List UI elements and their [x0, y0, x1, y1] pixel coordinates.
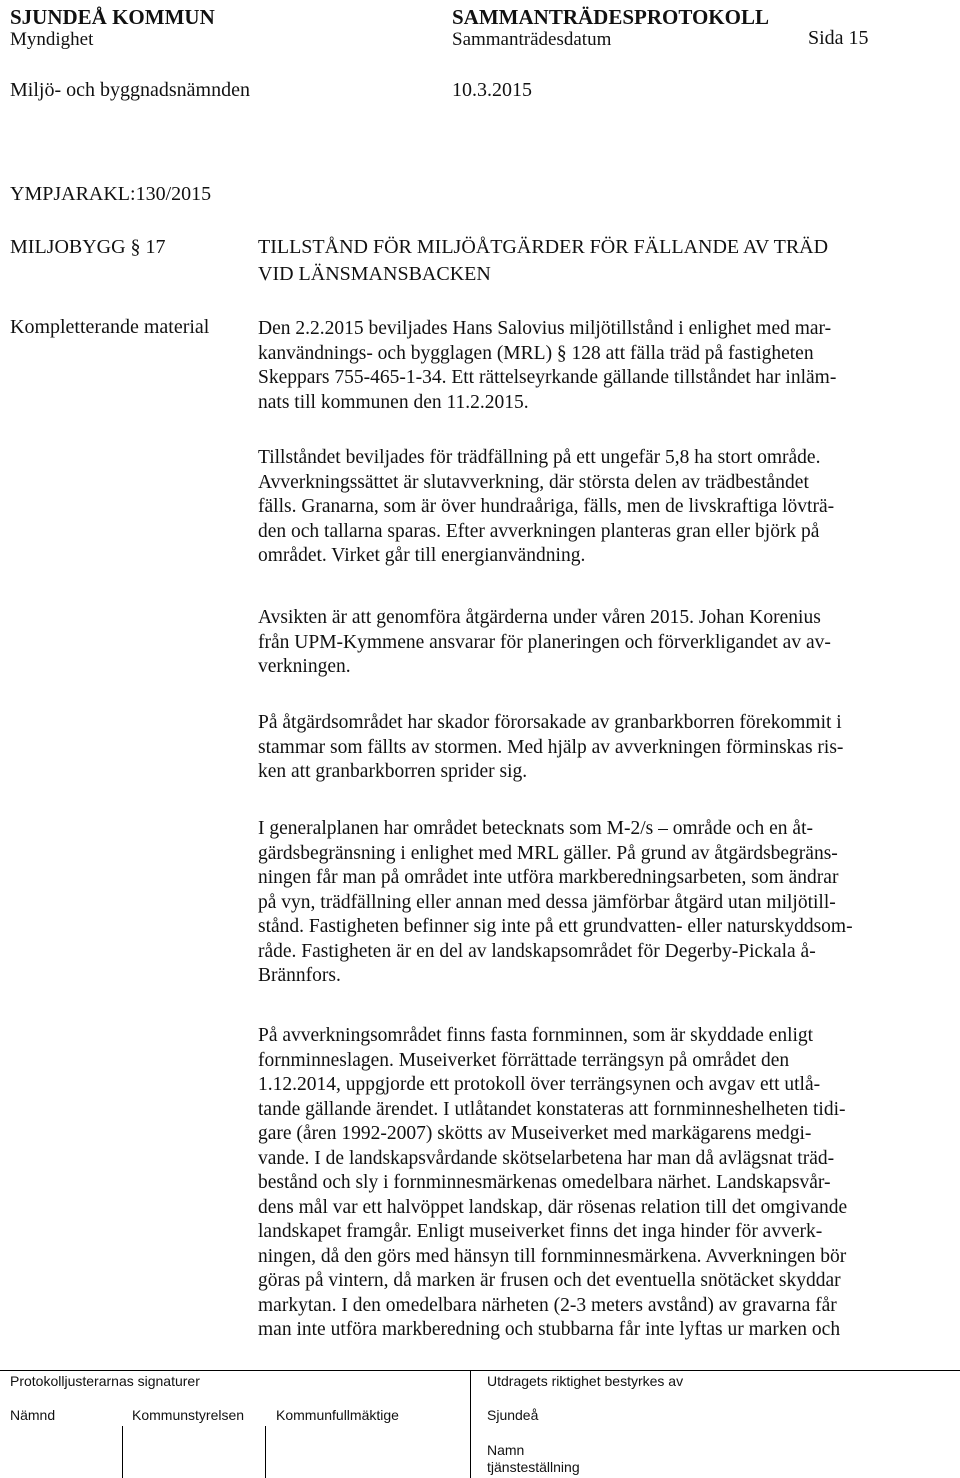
position-label: tjänsteställning: [487, 1459, 580, 1475]
paragraph-ancient-monuments: På avverkningsområdet finns fasta fornminnen, som är skyddade enligt fornminneslagen. Museiverket förrättade terrängsyn på området den 1.12.2014, uppgjorde ett protokoll över terrängsynen och avgav ett utlå- tande gällande ärendet. I utlåtandet konstateras att fornminneshelheten tidi- gare (åren 1992-2007) skötts av Museiverket med markägarens medgi- vande. I de landskapsvårdande skötselarbetena har man då avlägsnat träd- bestånd och sly i fornminnesmärkenas omedelbara närhet. Landskapsvår- dens mål var ett halvöppet landskap, där rösenas relation till det omgivande landskapet framgår. Enligt museiverket finns det inga hinder för avverk- ningen, då den görs med hänsyn till fornminnesmärkena. Avverkningen bör göras på vintern, då marken är frusen och det eventuella snötäcket skyddar markytan. I den omedelbara närheten (2-3 meters avstånd) av gravarna får man inte utföra markberedning och stubbarna får inte lyftas ur marken och: [258, 1025, 848, 1340]
footer-col-divider-1: [122, 1426, 123, 1478]
authority-name: Miljö- och byggnadsnämnden: [10, 79, 250, 101]
side-label: Kompletterande material: [10, 316, 210, 338]
col-kommunfullmaktige: Kommunfullmäktige: [276, 1407, 399, 1423]
name-label: Namn: [487, 1442, 525, 1458]
verify-label: Utdragets riktighet bestyrkes av: [487, 1373, 684, 1389]
col-kommunstyrelsen: Kommunstyrelsen: [132, 1407, 245, 1423]
footer-top-rule: [0, 1370, 960, 1371]
paragraph-schedule: Avsikten är att genomföra åtgärderna under våren 2015. Johan Korenius från UPM-Kymmene ansvarar för planeringen och förverkligandet av av- verkningen.: [258, 607, 831, 677]
meeting-date: 10.3.2015: [452, 79, 532, 101]
case-title-line1: TILLSTÅND FÖR MILJÖÅTGÄRDER FÖR FÄLLANDE AV TRÄD: [258, 236, 829, 258]
paragraph-felling: Tillståndet beviljades för trädfällning på ett ungefär 5,8 ha stort område. Avverkningssättet är slutavverkning, där största delen av trädbeståndet fälls. Granarna, som är över hundraåriga, fälls, men de livskraftiga lövträ- den och tallarna sparas. Efter avverkningen planteras gran eller björk på området. Virket går till energianvändning.: [258, 447, 835, 566]
meeting-date-label: Sammanträdesdatum: [452, 29, 612, 50]
case-section: MILJOBYGG § 17: [10, 236, 166, 258]
footer-col-divider-2: [265, 1426, 266, 1478]
signatures-label: Protokolljusterarnas signaturer: [10, 1373, 200, 1389]
case-reference: YMPJARAKL:130/2015: [10, 183, 212, 205]
paragraph-general-plan: I generalplanen har området betecknats som M-2/s – område och en åt- gärdsbegränsning i enlighet med MRL gäller. På grund av åtgärdsbegräns- ningen får man på området inte utföra markberedningsarbeten, som ändrar på vyn, trädfällning eller annan med dessa jämförbar åtgärd utan miljötill- stånd. Fastigheten befinner sig inte på ett grundvatten- eller naturskyddsom- råde. Fastigheten är en del av landskapsområdet för Degerby-Pickala å- Brännfors.: [258, 818, 853, 986]
org-name: SJUNDEÅ KOMMUN: [10, 5, 215, 29]
paragraph-permit: Den 2.2.2015 beviljades Hans Salovius miljötillstånd i enlighet med mar- kanvändnings- och bygglagen (MRL) § 128 att fälla träd på fastigheten Skeppars 755-465-1-34. Ett rättelseyrkande gällande tillståndet har inläm- nats till kommunen den 11.2.2015.: [258, 318, 837, 413]
place-label: Sjundeå: [487, 1407, 539, 1423]
page-number: Sida 15: [808, 27, 869, 49]
document-type: SAMMANTRÄDESPROTOKOLL: [452, 5, 769, 29]
paragraph-bark-beetle: På åtgärdsområdet har skador förorsakade av granbarkborren förekommit i stammar som fällts av stormen. Med hjälp av avverkningen förminskas ris- ken att granbarkborren sprider sig.: [258, 712, 844, 782]
footer-divider: [470, 1370, 471, 1478]
case-title-line2: VID LÄNSMANSBACKEN: [258, 263, 491, 285]
col-namnd: Nämnd: [10, 1407, 56, 1423]
signature-footer: [0, 1362, 960, 1478]
authority-label: Myndighet: [10, 29, 94, 50]
